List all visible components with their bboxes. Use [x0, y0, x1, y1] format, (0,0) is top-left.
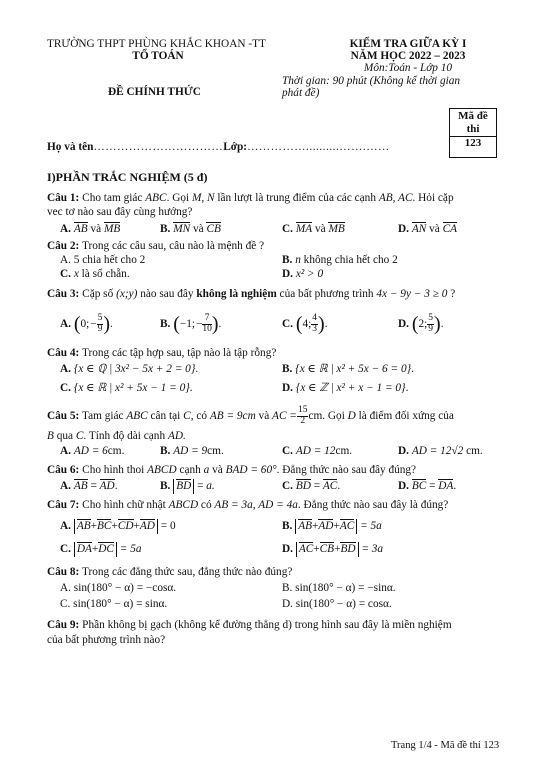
- q4-set-a: {x ∈ ℚ | 3x² − 5x + 2 = 0}: [73, 363, 196, 375]
- q3-text: của bất phương trình: [276, 288, 377, 300]
- option-letter: B.: [282, 363, 293, 375]
- q1-text: . Gọi: [166, 192, 192, 204]
- q1-and: và: [90, 223, 102, 235]
- vector-bc: BC: [411, 480, 427, 492]
- q7-option-c[interactable]: C. DA+DC = 5a: [60, 543, 142, 555]
- q6-equals: =: [313, 480, 321, 492]
- q5-text: Tam giác: [81, 410, 127, 423]
- option-letter: C.: [282, 318, 293, 330]
- q3-label: Câu 3:: [47, 288, 80, 300]
- question-2: [47, 240, 264, 254]
- q5-unit: cm.: [107, 445, 125, 457]
- option-letter: C.: [60, 268, 74, 280]
- question-5: [47, 406, 454, 427]
- q4-label: Câu 4:: [47, 347, 80, 359]
- q9-line-2: của bất phương trình nào?: [47, 634, 166, 646]
- option-letter: B.: [160, 318, 171, 330]
- q1-and: và: [314, 223, 326, 235]
- official-label: ĐỀ CHÍNH THỨC: [108, 86, 201, 98]
- q2-option-c-text: là số chẵn.: [78, 268, 130, 280]
- q1-option-b[interactable]: [160, 222, 221, 237]
- vector-ma: MA: [295, 223, 313, 235]
- question-4: [47, 347, 276, 361]
- q4-option-a[interactable]: A. {x ∈ ℚ | 3x² − 5x + 2 = 0}.: [60, 363, 199, 375]
- q3-option-d[interactable]: D. (2; $\frac{5}{9}$ ).: [398, 312, 444, 335]
- exam-code-label-2: thi: [466, 122, 480, 135]
- q4-option-b[interactable]: B. {x ∈ ℝ | x² + 5x − 6 = 0}.: [282, 363, 414, 375]
- q1-and: và: [429, 223, 440, 235]
- option-letter: C.: [282, 445, 293, 457]
- time-line-1: Thời gian: 90 phút (Không kể thời gian: [282, 75, 461, 87]
- q5-text: qua: [53, 430, 76, 442]
- option-letter: A.: [60, 445, 71, 457]
- q5-option-d[interactable]: [398, 445, 483, 459]
- question-9: [47, 619, 452, 633]
- option-letter: D.: [398, 445, 409, 457]
- vector-ca: CA: [442, 223, 458, 235]
- option-letter: A.: [60, 520, 71, 532]
- q2-option-c[interactable]: [60, 268, 130, 282]
- q7-result-a: = 0: [160, 520, 176, 532]
- vector-bd: BD: [295, 480, 311, 492]
- option-letter: B.: [160, 445, 171, 457]
- class-field[interactable]: ……………..........…….……: [247, 141, 390, 153]
- q5-text: . Tính độ dài cạnh: [83, 430, 168, 442]
- option-letter: A.: [60, 480, 71, 492]
- q7-abcd: ABCD: [168, 499, 199, 511]
- option-letter: A.: [60, 363, 71, 375]
- q7-text: . Đẳng thức nào sau đây là đúng?: [297, 499, 449, 511]
- question-1: [47, 192, 454, 206]
- q6-equals: =: [90, 480, 97, 492]
- exam-title: KIỂM TRA GIỮA KỲ I: [349, 38, 467, 50]
- q6-equals: =: [197, 480, 204, 492]
- vector-da: DA: [438, 480, 454, 492]
- q1-option-c[interactable]: [282, 222, 345, 237]
- vector-cb: CB: [206, 223, 221, 235]
- q6-abcd: ABCD: [147, 464, 177, 476]
- q6-option-b[interactable]: [160, 479, 215, 494]
- q4-set-b: {x ∈ ℝ | x² + 5x − 6 = 0}: [295, 363, 412, 375]
- vector-an: AN: [411, 223, 427, 235]
- q5-text: . Gọi: [322, 410, 348, 423]
- q2-var-n: n: [295, 254, 301, 266]
- q7-option-d[interactable]: D. AC+CB+BD = 3a: [282, 543, 384, 555]
- q5-option-c[interactable]: [282, 445, 352, 459]
- q8-text: Trong các đẳng thức sau, đẳng thức nào đúng?: [81, 566, 293, 578]
- q7-option-a[interactable]: A. AB+BC+CD+AD = 0: [60, 520, 176, 532]
- q2-var-x: x: [73, 268, 79, 280]
- q6-label: Câu 6:: [47, 464, 80, 476]
- q5-line-2: [47, 430, 186, 444]
- q6-a-value: a.: [206, 480, 215, 492]
- q5-ab: AB = 9cm: [209, 410, 256, 423]
- q7-label: Câu 7:: [47, 499, 80, 511]
- q4-text: Trong các tập hợp sau, tập nào là tập rỗng?: [81, 347, 277, 359]
- q6-a: a: [203, 464, 210, 476]
- question-8: [47, 566, 292, 580]
- q8-option-d[interactable]: D. sin(180° − α) = cosα.: [282, 598, 392, 610]
- q3-emphasis: không là nghiệm: [196, 288, 277, 300]
- school-year: NĂM HỌC 2022 – 2023: [350, 50, 466, 62]
- q3-option-c[interactable]: C. (4; $\frac{4}{3}$ ).: [282, 312, 328, 335]
- name-label: Họ và tên: [47, 141, 94, 153]
- q2-option-d[interactable]: [282, 268, 323, 282]
- vector-bd: BD: [176, 480, 192, 492]
- q5-unit: cm.: [207, 445, 224, 457]
- q6-text: và: [209, 464, 226, 476]
- q1-text: . Hỏi cặp: [412, 192, 454, 204]
- q5-c: C: [183, 410, 191, 423]
- option-letter: B.: [160, 223, 171, 235]
- q5-c: C: [75, 430, 84, 442]
- vector-mb: MB: [328, 223, 345, 235]
- q2-option-b[interactable]: [282, 254, 398, 268]
- option-letter: D.: [282, 543, 293, 555]
- option-letter: B.: [160, 480, 171, 492]
- department-name: TỔ TOÁN: [132, 50, 184, 62]
- vector-ab: AB: [73, 223, 88, 235]
- option-letter: D.: [398, 318, 409, 330]
- student-info-line: [47, 141, 390, 155]
- subject-line: Môn:Toán - Lớp 10: [363, 62, 453, 74]
- q1-text: Cho tam giác: [82, 192, 146, 204]
- q6-option-c[interactable]: C. BD = AC.: [282, 480, 341, 492]
- option-letter: A.: [60, 318, 71, 330]
- q2-label: Câu 2:: [47, 240, 80, 252]
- q8-option-b[interactable]: B. sin(180° − α) = −sinα.: [282, 582, 396, 594]
- q4-option-d[interactable]: D. {x ∈ ℤ | x² + x − 1 = 0}.: [282, 382, 409, 394]
- q7-text: Cho hình chữ nhật: [82, 499, 169, 511]
- name-field[interactable]: ……………………………: [93, 141, 224, 153]
- q3-option-b[interactable]: B. (−1; − $\frac{7}{10}$ ).: [160, 312, 222, 335]
- q5-opt-b-value: AD = 9: [173, 445, 208, 457]
- q1-line-2: vec tơ nào sau đây cùng hướng?: [47, 206, 193, 218]
- option-letter: D.: [282, 268, 296, 280]
- q4-option-c[interactable]: C. {x ∈ ℝ | x² + 5x − 1 = 0}.: [60, 382, 193, 394]
- option-letter: C.: [282, 223, 293, 235]
- option-letter: D.: [398, 480, 409, 492]
- q7-result-c: = 5a: [119, 543, 142, 555]
- q9-label: Câu 9:: [47, 619, 80, 631]
- q5-ad: AD.: [167, 430, 186, 442]
- q4-set-d: {x ∈ ℤ | x² + x − 1 = 0}: [295, 382, 406, 394]
- question-7: [47, 499, 448, 513]
- q2-option-b-text: không chia hết cho 2: [300, 254, 398, 266]
- option-letter: B.: [282, 520, 293, 532]
- option-letter: B.: [282, 254, 296, 266]
- q6-equals: =: [429, 480, 436, 492]
- q5-opt-a-value: AD = 6: [73, 445, 108, 457]
- q6-text: . Đẳng thức nào sau đây đúng?: [276, 464, 417, 476]
- q1-abac: AB, AC: [378, 192, 413, 204]
- q7-option-b[interactable]: B. AB+AD+AC = 5a: [282, 520, 382, 532]
- q5-ac: AC =: [272, 410, 297, 423]
- q5-text: và: [255, 410, 273, 423]
- q5-unit: cm.: [466, 445, 483, 457]
- q8-label: Câu 8:: [47, 566, 80, 578]
- vector-ad: AD: [99, 480, 115, 492]
- q5-text: cân tại: [147, 410, 184, 423]
- q2-text: Trong các câu sau, câu nào là mệnh đề ?: [81, 240, 265, 252]
- time-line-2: phát đề): [282, 87, 320, 99]
- q5-text: , có: [190, 410, 210, 423]
- q7-result-b: = 5a: [360, 520, 382, 532]
- q5-label: Câu 5:: [47, 410, 80, 423]
- q1-abc: ABC: [145, 192, 167, 204]
- q2-option-a[interactable]: A. 5 chia hết cho 2: [60, 254, 146, 266]
- option-letter: C.: [60, 382, 71, 394]
- q6-text: cạnh: [176, 464, 204, 476]
- vector-ac: AC: [322, 480, 338, 492]
- q1-text: lần lượt là trung điểm của các cạnh: [214, 192, 379, 204]
- q5-text: là điểm đối xứng của: [355, 410, 454, 423]
- q7-text: có: [198, 499, 215, 511]
- q1-option-d[interactable]: [398, 222, 457, 237]
- class-label: Lớp:: [223, 141, 248, 153]
- q9-text: Phần không bị gạch (không kể đường thẳng d) trong hình sau đây là miền nghiệm: [82, 619, 452, 631]
- question-6: [47, 464, 416, 478]
- vector-mb: MB: [103, 223, 121, 235]
- q1-mn: M, N: [191, 192, 215, 204]
- q8-option-c[interactable]: C. sin(180° − α) = sinα.: [60, 598, 168, 610]
- q5-d: D: [347, 410, 356, 423]
- question-3: [47, 288, 455, 302]
- exam-code-label-1: Mã đề: [458, 110, 488, 122]
- q5-option-a[interactable]: [60, 445, 124, 459]
- vector-mn: MN: [173, 223, 191, 235]
- q5-opt-c-value: AD = 12: [295, 445, 336, 457]
- q6-text: Cho hình thoi: [82, 464, 148, 476]
- option-letter: D.: [282, 382, 293, 394]
- q7-result-d: = 3a: [361, 543, 384, 555]
- q7-dims: AB = 3a, AD = 4a: [214, 499, 298, 511]
- exam-code-box: [449, 108, 497, 158]
- page-footer: Trang 1/4 - Mã đề thi 123: [391, 740, 500, 751]
- q3-text: Cặp số: [82, 288, 117, 300]
- q5-b: B: [47, 430, 54, 442]
- q3-option-a[interactable]: A. (0; − $\frac{5}{9}$ ).: [60, 312, 113, 335]
- exam-code-value: 123: [450, 136, 496, 150]
- school-name: TRƯỜNG THPT PHÙNG KHẮC KHOAN -TT: [47, 38, 266, 50]
- q3-inequality: 4x − 9y − 3 ≥ 0: [376, 288, 448, 300]
- option-letter: D.: [398, 223, 409, 235]
- q4-set-c: {x ∈ ℝ | x² + 5x − 1 = 0}: [73, 382, 190, 394]
- q5-unit: cm.: [335, 445, 353, 457]
- option-letter: C.: [60, 543, 71, 555]
- q5-option-b[interactable]: [160, 445, 224, 459]
- section-title: I)PHẦN TRẮC NGHIỆM (5 đ): [47, 170, 208, 184]
- q1-option-a[interactable]: [60, 222, 120, 237]
- q5-abc: ABC: [126, 410, 148, 423]
- q3-text: nào sau đây: [137, 288, 197, 300]
- q1-and: và: [192, 223, 204, 235]
- q6-angle: BAD = 60°: [225, 464, 277, 476]
- q6-option-a[interactable]: A. AB = AD.: [60, 480, 118, 492]
- q5-ac-den: 2: [300, 415, 306, 426]
- q2-expr: x² > 0: [295, 268, 324, 280]
- q1-label: Câu 1:: [47, 192, 80, 204]
- option-letter: A.: [60, 223, 71, 235]
- q5-opt-d-value: AD = 12√2: [411, 445, 464, 457]
- q5-ac-unit: cm: [308, 410, 323, 423]
- option-letter: C.: [282, 480, 293, 492]
- q6-option-d[interactable]: D. BC = DA.: [398, 480, 457, 492]
- q3-text: ?: [447, 288, 456, 300]
- q3-pair: (x;y): [116, 288, 138, 300]
- q8-option-a[interactable]: A. sin(180° − α) = −cosα.: [60, 582, 177, 594]
- q5-ac-num: 15: [297, 405, 308, 415]
- vector-ab: AB: [73, 480, 88, 492]
